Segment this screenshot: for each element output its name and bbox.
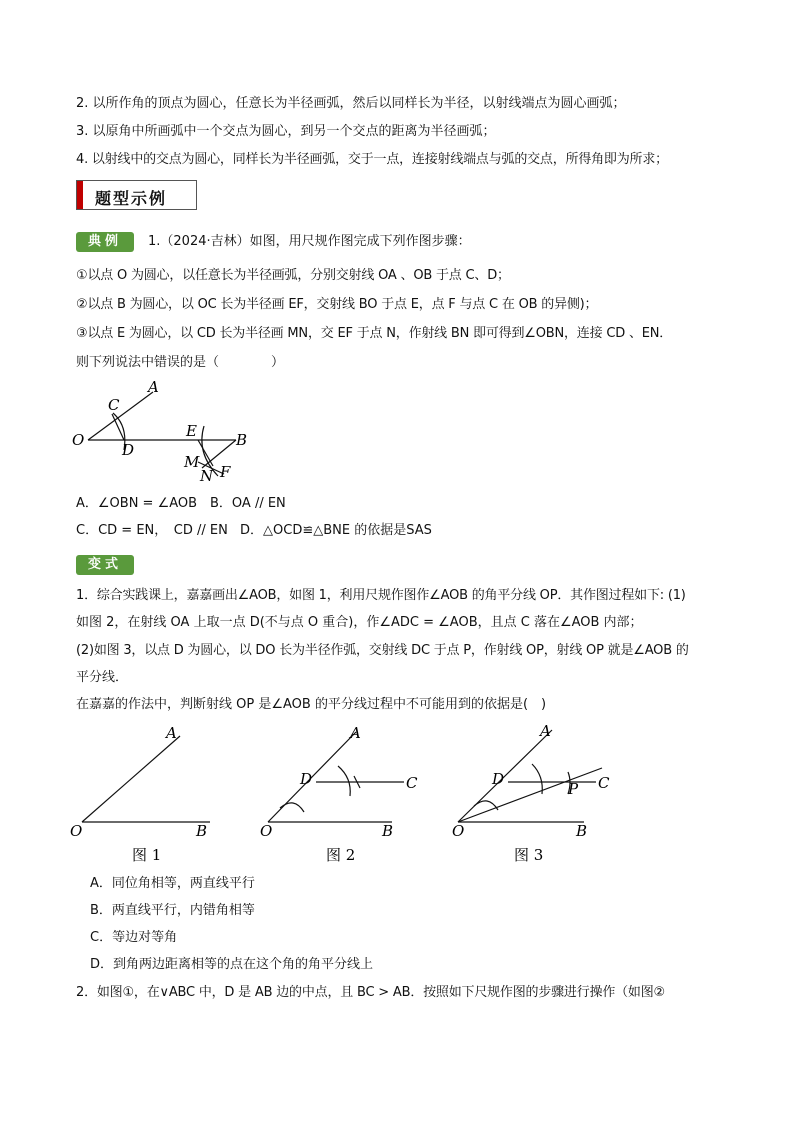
example-figure bbox=[68, 378, 268, 486]
section-title: 题型示例 bbox=[95, 189, 168, 208]
fig1-label-a: A bbox=[166, 724, 177, 742]
variant-q1-line-3: (2)如图 3，以点 D 为圆心，以 DO 长为半径作弧，交射线 DC 于点 P，作射线 OP，射线 OP 就是∠AOB 的 bbox=[76, 643, 689, 658]
step-4-text: 4. 以射线中的交点为圆心，同样长为半径画弧，交于一点，连接射线端点与弧的交点，所得角即为所求； bbox=[76, 152, 668, 167]
fig3-label-b: B bbox=[576, 822, 588, 840]
example-option-c: C．CD = EN， CD // EN bbox=[76, 523, 228, 538]
fig3-label-c: C bbox=[598, 774, 610, 792]
example-step-1: ①以点 O 为圆心，以任意长为半径画弧，分别交射线 OA 、OB 于点 C、D； bbox=[76, 268, 510, 283]
ray-bn bbox=[202, 440, 236, 468]
fig3-label-d: D bbox=[492, 770, 505, 788]
fig3-ray-oa bbox=[458, 730, 552, 822]
label-a: A bbox=[148, 378, 159, 396]
section-header bbox=[76, 180, 197, 210]
fig2-arc-o bbox=[280, 803, 304, 812]
fig3-label-o: O bbox=[452, 822, 465, 840]
example-heading: 1.（2024·吉林）如图，用尺规作图完成下列作图步骤： bbox=[148, 234, 471, 249]
fig2-caption: 图 2 bbox=[326, 846, 356, 864]
fig2-label-o: O bbox=[260, 822, 273, 840]
section-header-accent bbox=[77, 181, 83, 209]
fig2-label-b: B bbox=[382, 822, 394, 840]
fig1-ray-oa bbox=[82, 736, 180, 822]
figure-3 bbox=[444, 720, 624, 870]
example-step-2: ②以点 B 为圆心，以 OC 长为半径画 EF，交射线 BO 于点 E，点 F 与点 C 在 OB 的异侧)； bbox=[76, 297, 598, 312]
fig2-label-a: A bbox=[350, 724, 361, 742]
example-question: 则下列说法中错误的是（ ） bbox=[76, 355, 285, 370]
example-badge: 典例 bbox=[76, 232, 134, 252]
fig3-label-p: P bbox=[568, 780, 579, 798]
example-option-a: A．∠OBN = ∠AOB bbox=[76, 496, 198, 511]
fig3-label-a: A bbox=[540, 722, 551, 740]
fig2-label-c: C bbox=[406, 774, 418, 792]
variant-option-b: B．两直线平行，内错角相等 bbox=[90, 903, 255, 918]
fig1-label-o: O bbox=[70, 822, 83, 840]
example-option-d: D．△OCD≌△BNE 的依据是SAS bbox=[240, 523, 432, 538]
variant-badge: 变式 bbox=[76, 555, 134, 575]
variant-q2-line-1: 2．如图①，在∨ABC 中，D 是 AB 边的中点，且 BC > AB．按照如下尺规作图的步骤进行操作（如图② bbox=[76, 985, 665, 1000]
step-2-text: 2. 以所作角的顶点为圆心，任意长为半径画弧，然后以同样长为半径，以射线端点为圆心画弧； bbox=[76, 96, 626, 111]
fig3-arc-d bbox=[532, 764, 542, 794]
variant-q1-line-2: 如图 2，在射线 OA 上取一点 D(不与点 O 重合)，作∠ADC = ∠AOB，且点 C 落在∠AOB 内部； bbox=[76, 615, 643, 630]
fig3-ray-op bbox=[458, 768, 602, 822]
fig1-caption: 图 1 bbox=[132, 846, 162, 864]
label-d: D bbox=[122, 441, 135, 459]
variant-q1-line-1: 1．综合实践课上，嘉嘉画出∠AOB，如图 1，利用尺规作图作∠AOB 的角平分线 OP．其作图过程如下: (1) bbox=[76, 588, 686, 603]
variant-option-d: D．到角两边距离相等的点在这个角的角平分线上 bbox=[90, 957, 374, 972]
variant-option-a: A．同位角相等，两直线平行 bbox=[90, 876, 255, 891]
fig1-label-b: B bbox=[196, 822, 208, 840]
segment-en bbox=[198, 440, 213, 466]
label-c: C bbox=[108, 396, 120, 414]
label-f: F bbox=[220, 463, 231, 481]
fig2-label-d: D bbox=[300, 770, 313, 788]
step-3-text: 3. 以原角中所画弧中一个交点为圆心，到另一个交点的距离为半径画弧； bbox=[76, 124, 496, 139]
label-b: B bbox=[236, 431, 248, 449]
fig3-caption: 图 3 bbox=[514, 846, 544, 864]
variant-option-c: C．等边对等角 bbox=[90, 930, 178, 945]
example-step-3: ③以点 E 为圆心，以 CD 长为半径画 MN，交 EF 于点 N，作射线 BN 即可得到∠OBN，连接 CD 、EN． bbox=[76, 326, 673, 341]
label-n: N bbox=[200, 467, 214, 485]
label-m: M bbox=[184, 453, 200, 471]
label-o: O bbox=[72, 431, 85, 449]
label-e: E bbox=[186, 422, 197, 440]
variant-q1-line-5: 在嘉嘉的作法中，判断射线 OP 是∠AOB 的平分线过程中不可能用到的依据是( ) bbox=[76, 697, 547, 712]
variant-q1-line-4: 平分线． bbox=[76, 670, 129, 685]
fig2-arc-d bbox=[338, 766, 350, 796]
example-option-b: B．OA // EN bbox=[210, 496, 286, 511]
figure-2 bbox=[252, 720, 432, 870]
figure-1 bbox=[68, 720, 228, 870]
